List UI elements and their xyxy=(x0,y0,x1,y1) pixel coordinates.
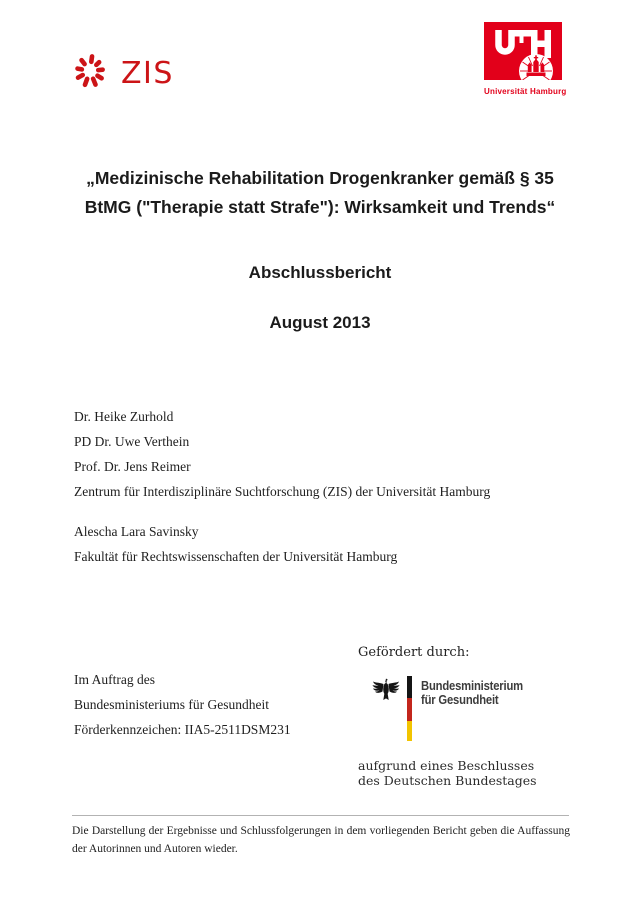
commission-line: Im Auftrag des xyxy=(74,672,155,687)
author-line: PD Dr. Uwe Verthein xyxy=(74,434,190,449)
author-affiliation: Zentrum für Interdisziplinäre Suchtforschung (ZIS) der Universität Hamburg xyxy=(74,484,491,499)
ministry-name xyxy=(421,679,523,707)
report-title xyxy=(0,164,640,222)
zis-starburst-icon xyxy=(72,50,108,97)
zis-logo xyxy=(72,50,174,97)
ministry-name-line2: für Gesundheit xyxy=(421,693,499,707)
uhh-emblem-icon xyxy=(484,67,562,84)
report-title-line2: BtMG ("Therapie statt Strafe"): Wirksamkeit und Trends“ xyxy=(84,197,556,217)
bundesadler-icon xyxy=(371,677,401,708)
ministry-name-line1: Bundesministerium xyxy=(421,679,523,693)
german-flag-stripe xyxy=(407,676,412,741)
footnote-divider xyxy=(72,815,569,816)
author-line: Dr. Heike Zurhold xyxy=(74,409,174,424)
zis-wordmark: ZIS xyxy=(121,55,174,91)
uhh-caption: Universität Hamburg xyxy=(484,87,567,96)
author-line: Alescha Lara Savinsky xyxy=(74,524,199,539)
bundestag-note-line2: des Deutschen Bundestages xyxy=(358,773,537,788)
authors-zis-block xyxy=(74,404,490,504)
commission-line: Bundesministeriums für Gesundheit xyxy=(74,697,269,712)
uhh-logo xyxy=(484,22,567,96)
author-line: Prof. Dr. Jens Reimer xyxy=(74,459,191,474)
bundestag-note-line1: aufgrund eines Beschlusses xyxy=(358,758,535,773)
report-subtitle: Abschlussbericht xyxy=(248,263,392,282)
funding-code: Förderkennzeichen: IIA5-2511DSM231 xyxy=(74,722,291,737)
authors-law-block xyxy=(74,519,397,569)
disclaimer-text: Die Darstellung der Ergebnisse und Schlussfolgerungen in dem vorliegenden Bericht geben die Auffassung der Autorinnen und Autoren wieder. xyxy=(72,825,570,855)
author-affiliation: Fakultät für Rechtswissenschaften der Universität Hamburg xyxy=(74,549,398,564)
bundestag-note xyxy=(358,758,537,788)
report-title-line1: „Medizinische Rehabilitation Drogenkranker gemäß § 35 xyxy=(86,168,554,188)
bmg-ministry-logo xyxy=(371,676,534,741)
commission-block xyxy=(74,667,291,742)
report-date: August 2013 xyxy=(269,313,371,332)
funding-heading: Gefördert durch: xyxy=(358,645,470,660)
